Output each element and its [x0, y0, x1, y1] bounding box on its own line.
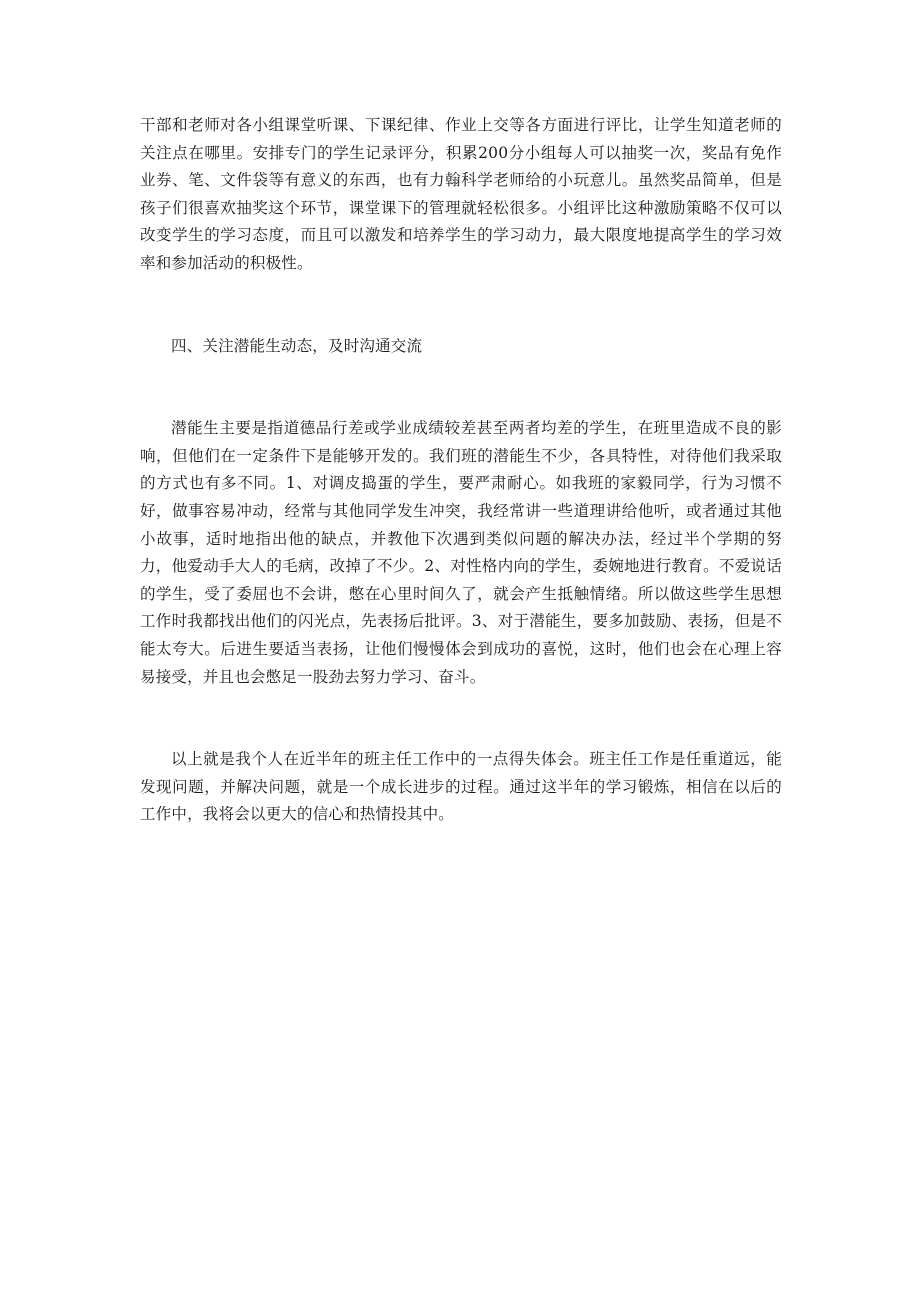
paragraph-group-evaluation: 干部和老师对各小组课堂听课、下课纪律、作业上交等各方面进行评比，让学生知道老师的关注点在哪里。安排专门的学生记录评分，积累200分小组每人可以抽奖一次，奖品有免作业券、笔、文件袋等有意义的东西，也有力翰科学老师给的小玩意儿。虽然奖品简单，但是孩子们很喜欢抽奖这个环节，课堂课下的管理就轻松很多。小组评比这种激励策略不仅可以改变学生的学习态度，而且可以激发和培养学生的学习动力，最大限度地提高学生的学习效率和参加活动的积极性。 — [140, 116, 782, 272]
paragraph-spacer — [140, 360, 782, 415]
section-heading-four: 四、关注潜能生动态，及时沟通交流 — [171, 336, 423, 355]
paragraph-spacer — [140, 278, 782, 333]
paragraph-conclusion: 以上就是我个人在近半年的班主任工作中的一点得失体会。班主任工作是任重道远，能发现问题，并解决问题，就是一个成长进步的过程。通过这半年的学习锻炼，相信在以后的工作中，我将会以更大的信心和热情投其中。 — [140, 750, 782, 824]
document-body — [140, 112, 782, 829]
paragraph-spacer — [140, 691, 782, 746]
paragraph-potential-students: 潜能生主要是指道德品行差或学业成绩较差甚至两者均差的学生，在班里造成不良的影响，但他们在一定条件下是能够开发的。我们班的潜能生不少，各具特性，对待他们我采取的方式也有多不同。1、对调皮捣蛋的学生，要严肃耐心。如我班的家毅同学，行为习惯不好，做事容易冲动，经常与其他同学发生冲突，我经常讲一些道理讲给他听，或者通过其他小故事，适时地指出他的缺点，并教他下次遇到类似问题的解决办法，经过半个学期的努力，他爱动手大人的毛病，改掉了不少。2、对性格内向的学生，委婉地进行教育。不爱说话的学生，受了委屈也不会讲，憋在心里时间久了，就会产生抵触情绪。所以做这些学生思想工作时我都找出他们的闪光点，先表扬后批评。3、对于潜能生，要多加鼓励、表扬，但是不能太夸大。后进生要适当表扬，让他们慢慢体会到成功的喜悦，这时，他们也会在心理上容易接受，并且也会憋足一股劲去努力学习、奋斗。 — [140, 419, 782, 686]
